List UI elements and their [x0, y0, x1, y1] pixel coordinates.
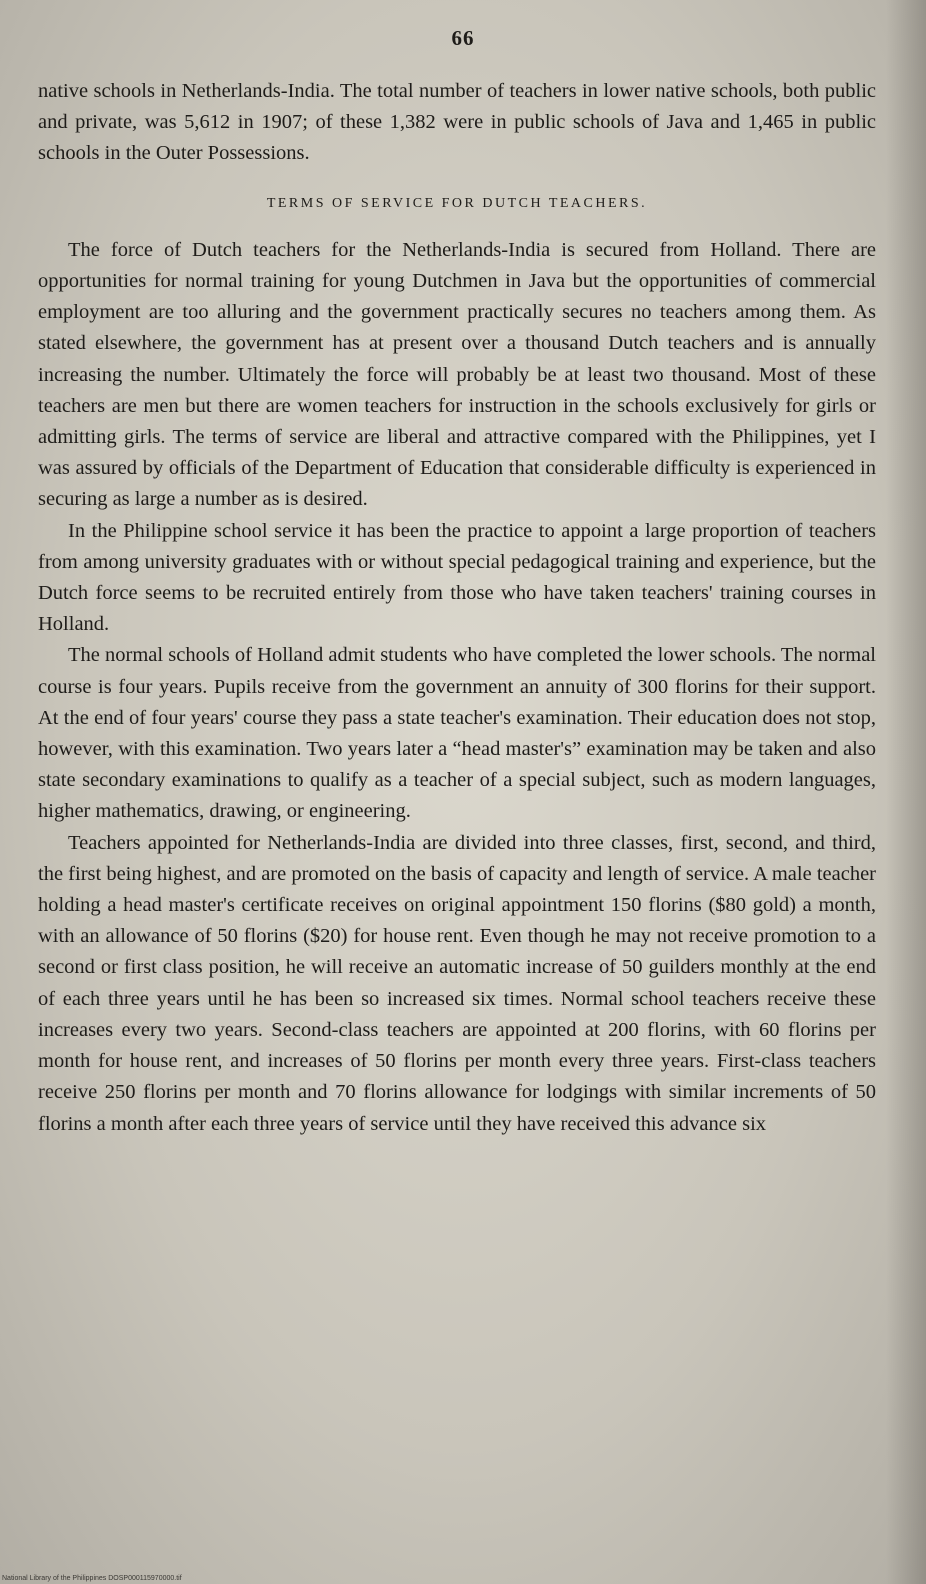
paragraph-3: In the Philippine school service it has been the practice to appoint a large proportion of teachers from among university graduates with or without special pedagogical training and experience, but the Dutch force seems to be recruited entirely from those who have taken teachers' training courses in Holland.	[38, 519, 876, 636]
page-edge-shadow	[886, 0, 926, 1584]
scan-credit: National Library of the Philippines DOSP000115970000.tif	[2, 1575, 182, 1582]
paragraph-1: native schools in Netherlands-India. The total number of teachers in lower native schools, both public and private, was 5,612 in 1907; of these 1,382 were in public schools of Java and 1,465 in public schools in the Outer Possessions.	[38, 80, 876, 165]
paragraph-5: Teachers appointed for Netherlands-India are divided into three classes, first, second, and third, the first being highest, and are promoted on the basis of capacity and length of service. A male teacher holding a head master's certificate receives on original appointment 150 florins ($80 gold) a month, with an allowance of 50 florins ($20) for house rent. Even though he may not receive promotion to a second or first class position, he will receive an automatic increase of 50 guilders monthly at the end of each three years until he has been so increased six times. Normal school teachers receive these increases every two years. Second-class teachers are appointed at 200 florins, with 60 florins per month for house rent, and increases of 50 florins per month every three years. First-class teachers receive 250 florins per month and 70 florins allowance for lodgings with similar increments of 50 florins a month after each three years of service until they have received this advance six	[38, 831, 876, 1135]
paragraph-2: The force of Dutch teachers for the Netherlands-India is secured from Holland. There are opportunities for normal training for young Dutchmen in Java but the opportunities of commercial employment are too alluring and the government practically secures no teachers among them. As stated elsewhere, the government has at present over a thousand Dutch teachers and is annually increasing the number. Ultimately the force will probably be at least two thousand. Most of these teachers are men but there are women teachers for instruction in the schools exclusively for girls or admitting girls. The terms of service are liberal and attractive compared with the Philippines, yet I was assured by officials of the Department of Education that considerable difficulty is experienced in securing as large a number as is desired.	[38, 238, 876, 511]
page-number: 66	[451, 26, 475, 50]
paragraph-4: The normal schools of Holland admit students who have completed the lower schools. The normal course is four years. Pupils receive from the government an annuity of 300 florins for their support. At the end of four years' course they pass a state teacher's examination. Their education does not stop, however, with this examination. Two years later a “head master's” examination may be taken and also state secondary examinations to qualify as a teacher of a special subject, such as modern languages, higher mathematics, drawing, or engineering.	[38, 644, 876, 823]
body-text	[38, 76, 876, 1140]
section-heading: TERMS OF SERVICE FOR DUTCH TEACHERS.	[266, 195, 648, 211]
